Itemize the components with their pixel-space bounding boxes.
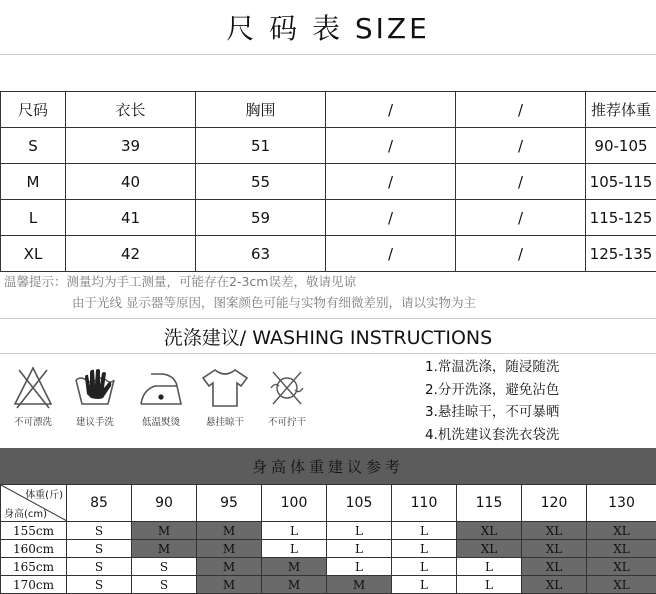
no-bleach-icon [11, 364, 55, 410]
header-cell: 胸围 [196, 92, 326, 128]
size-cell: XL [522, 522, 587, 540]
table-row [1, 558, 656, 576]
size-cell: XL [587, 558, 656, 576]
size-cell: M [262, 558, 327, 576]
size-cell: XL [522, 576, 587, 594]
no-wring-icon [265, 364, 309, 410]
size-cell: L [327, 540, 392, 558]
size-cell: XL [457, 540, 522, 558]
size-cell: L [327, 522, 392, 540]
size-cell: L [457, 558, 522, 576]
weight-header-cell: 105 [327, 485, 392, 522]
size-cell: S [132, 576, 197, 594]
washing-icons [0, 360, 400, 440]
low-iron-item [130, 364, 192, 428]
no-wring-item [256, 364, 318, 428]
corner-weight-label: 体重(斤) [25, 490, 63, 501]
table-row [1, 164, 656, 200]
icon-caption: 不可漂洗 [13, 417, 52, 428]
table-cell: 105-115 [586, 164, 656, 200]
size-cell: L [392, 540, 457, 558]
icon-caption: 不可拧干 [267, 417, 306, 428]
header-cell: 尺码 [1, 92, 66, 128]
size-cell: XL [587, 540, 656, 558]
height-cell: 165cm [1, 558, 67, 576]
table-cell: M [1, 164, 66, 200]
table-cell: / [326, 164, 456, 200]
size-cell: XL [587, 576, 656, 594]
table-row [1, 540, 656, 558]
size-cell: L [327, 558, 392, 576]
size-cell: XL [457, 522, 522, 540]
size-cell: M [197, 522, 262, 540]
size-cell: L [262, 540, 327, 558]
height-weight-title: 身高体重建议参考 [0, 448, 656, 484]
size-cell: S [67, 558, 132, 576]
table-row [1, 236, 656, 272]
weight-header-cell: 120 [522, 485, 587, 522]
weight-header-cell: 85 [67, 485, 132, 522]
weight-header-cell: 115 [457, 485, 522, 522]
hang-dry-item [194, 364, 256, 428]
hang-dry-icon [199, 364, 251, 410]
table-cell: / [326, 128, 456, 164]
table-cell: 41 [66, 200, 196, 236]
instruction-item: 1.常温洗涤，随浸随洗 [425, 359, 560, 375]
header-cell: / [456, 92, 586, 128]
spacer-row [0, 54, 656, 92]
height-cell: 155cm [1, 522, 67, 540]
weight-header-cell: 110 [392, 485, 457, 522]
size-cell: S [132, 558, 197, 576]
icon-caption: 建议手洗 [75, 417, 114, 428]
header-cell: / [326, 92, 456, 128]
size-cell: M [132, 522, 197, 540]
table-row [1, 128, 656, 164]
header-cell: 衣长 [66, 92, 196, 128]
table-row [1, 576, 656, 594]
size-cell: M [132, 540, 197, 558]
size-cell: S [67, 576, 132, 594]
size-cell: XL [587, 522, 656, 540]
corner-height-label: 身高(cm) [4, 509, 48, 520]
table-cell: / [326, 236, 456, 272]
size-cell: XL [522, 558, 587, 576]
table-cell: / [456, 128, 586, 164]
tips-note [4, 271, 654, 313]
instruction-item: 3.悬挂晾干，不可暴晒 [425, 404, 560, 420]
table-row [1, 522, 656, 540]
table-cell: 55 [196, 164, 326, 200]
size-cell: M [327, 576, 392, 594]
table-cell: 59 [196, 200, 326, 236]
table-cell: / [456, 236, 586, 272]
table-cell: 39 [66, 128, 196, 164]
size-cell: L [392, 576, 457, 594]
page-title: 尺 码 表 SIZE [0, 0, 656, 55]
instruction-item: 2.分开洗涤，避免沾色 [425, 381, 560, 398]
height-weight-header [1, 485, 656, 522]
height-cell: 160cm [1, 540, 67, 558]
table-cell: / [456, 200, 586, 236]
size-cell: L [392, 522, 457, 540]
tips-line-2: 由于光线 显示器等原因，图案颜色可能与实物有细微差别，请以实物为主 [72, 295, 476, 310]
height-cell: 170cm [1, 576, 67, 594]
size-cell: L [392, 558, 457, 576]
table-cell: / [456, 164, 586, 200]
height-weight-table [0, 484, 656, 594]
tips-line-1: 温馨提示：测量均为手工测量，可能存在2-3cm误差，敬请见谅 [4, 274, 356, 289]
size-cell: M [197, 558, 262, 576]
weight-header-cell: 100 [262, 485, 327, 522]
table-cell: 51 [196, 128, 326, 164]
table-cell: 63 [196, 236, 326, 272]
size-cell: S [67, 540, 132, 558]
no-bleach-item [2, 364, 64, 428]
weight-header-cell: 90 [132, 485, 197, 522]
instruction-item: 4.机洗建议套洗衣袋洗 [425, 426, 560, 443]
icon-caption: 低温熨烫 [141, 417, 180, 428]
header-cell: 推荐体重 [586, 92, 656, 128]
size-cell: L [262, 522, 327, 540]
table-row [1, 200, 656, 236]
size-cell: L [457, 576, 522, 594]
table-cell: / [326, 200, 456, 236]
table-cell: 125-135 [586, 236, 656, 272]
washing-instructions [425, 356, 650, 446]
table-cell: L [1, 200, 66, 236]
table-cell: 115-125 [586, 200, 656, 236]
size-cell: S [67, 522, 132, 540]
corner-cell [1, 485, 67, 522]
size-table [0, 91, 656, 272]
size-cell: M [262, 576, 327, 594]
hand-wash-item [64, 364, 126, 428]
washing-title: 洗涤建议/ WASHING INSTRUCTIONS [0, 318, 656, 354]
icon-caption: 悬挂晾干 [205, 417, 244, 428]
weight-header-cell: 130 [587, 485, 656, 522]
size-cell: XL [522, 540, 587, 558]
table-cell: 90-105 [586, 128, 656, 164]
size-table-header [1, 92, 656, 128]
size-cell: M [197, 576, 262, 594]
low-iron-icon [137, 364, 185, 410]
size-cell: M [197, 540, 262, 558]
weight-header-cell: 95 [197, 485, 262, 522]
hand-wash-icon [73, 364, 117, 410]
table-cell: XL [1, 236, 66, 272]
table-cell: S [1, 128, 66, 164]
table-cell: 40 [66, 164, 196, 200]
table-cell: 42 [66, 236, 196, 272]
